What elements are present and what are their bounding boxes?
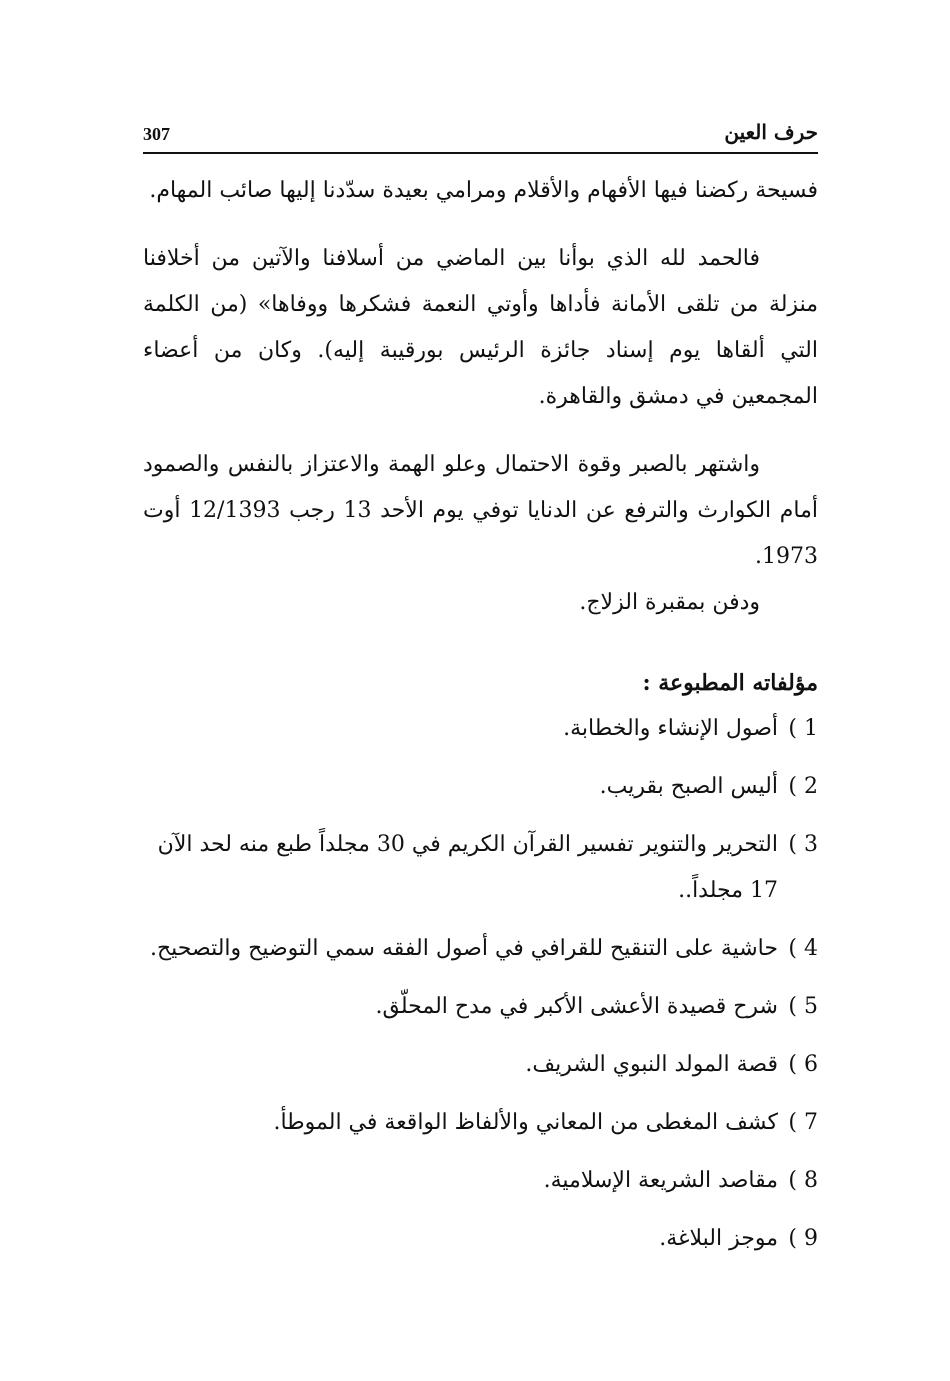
list-item: 8 ) مقاصد الشريعة الإسلامية. (543, 1168, 818, 1193)
page-number: 307 (143, 124, 170, 144)
list-item: 7 ) كشف المغطى من المعاني والألفاظ الواقعة في الموطأ. (273, 1110, 818, 1135)
paragraph-biography: واشتهر بالصبر وقوة الاحتمال وعلو الهمة والاعتزاز بالنفس والصمود أمام الكوارث والترفع عن الدنايا توفي يوم الأحد 13 رجب 12/1393 أوت 1973. (143, 452, 818, 569)
works-heading: مؤلفاته المطبوعة : (642, 670, 818, 696)
list-item: 3 ) التحرير والتنوير تفسير القرآن الكريم في 30 مجلداً طبع منه لحد الآن 17 مجلداً.. (157, 832, 818, 903)
list-item: 6 ) قصة المولد النبوي الشريف. (525, 1052, 818, 1077)
running-header (143, 118, 818, 154)
list-item: 4 ) حاشية على التنقيح للقرافي في أصول الفقه سمي التوضيح والتصحيح. (149, 936, 818, 961)
paragraph-burial: ودفن بمقبرة الزلاج. (579, 590, 760, 615)
works-list (143, 706, 818, 1262)
list-item: 5 ) شرح قصيدة الأعشى الأكبر في مدح المحلّق. (375, 994, 818, 1019)
list-item: 1 ) أصول الإنشاء والخطابة. (563, 716, 818, 741)
page-body (143, 168, 818, 1274)
paragraph-quote: فالحمد لله الذي بوأنا بين الماضي من أسلافنا والآتين من أخلافنا منزلة من تلقى الأمانة فأداها وأوتي النعمة فشكرها ووفاها» (من الكلمة التي ألقاها يوم إسناد جائزة الرئيس بورقيبة إليه). وكان من أعضاء المجمعين في دمشق والقاهرة. (143, 246, 818, 409)
list-item: 2 ) أليس الصبح بقريب. (599, 774, 818, 799)
chapter-title: حرف العين (724, 120, 818, 144)
paragraph-continuation: فسيحة ركضنا فيها الأفهام والأقلام ومرامي بعيدة سدّدنا إليها صائب المهام. (149, 178, 818, 203)
list-item: 9 ) موجز البلاغة. (659, 1226, 818, 1251)
